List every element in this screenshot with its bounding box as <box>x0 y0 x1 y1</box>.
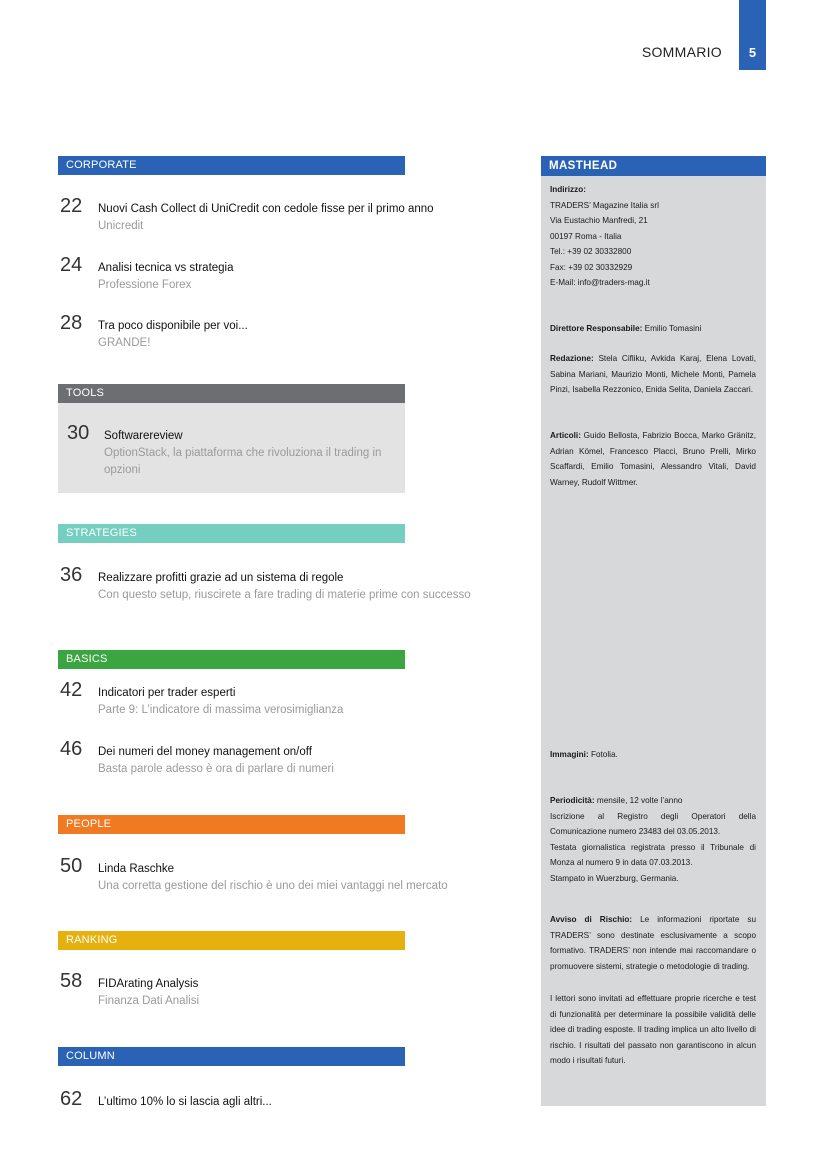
page-ref: 30 <box>67 422 90 444</box>
page-ref: 28 <box>60 312 83 334</box>
section-header-basics: BASICS <box>58 650 405 669</box>
section-header-tools: TOOLS <box>58 384 405 403</box>
risk-label: Avviso di Rischio: <box>550 915 633 924</box>
masthead-images <box>550 747 756 763</box>
address-line: TRADERS’ Magazine Italia srl <box>550 200 659 210</box>
page-ref: 58 <box>60 970 83 992</box>
editorial-value: Stela Cifliku, Avkida Karaj, Elena Lovati, Sabina Mariani, Maurizio Monti, Michele Monti, Pamela Pinzi, Isabella Rezzonico, Enida Selita, Daniela Zaccari. <box>550 354 756 394</box>
section-header-corporate: CORPORATE <box>58 156 405 175</box>
page-ref: 50 <box>60 855 83 877</box>
section-header-column: COLUMN <box>58 1047 405 1066</box>
page-number-tab <box>739 0 766 70</box>
registration-line: Iscrizione al Registro degli Operatori della Comunicazione numero 23483 del 03.05.2013. <box>550 811 756 836</box>
page-ref: 22 <box>60 195 83 217</box>
article-title: Dei numeri del money management on/off <box>98 746 312 758</box>
article-title: Nuovi Cash Collect di UniCredit con cedole fisse per il primo anno <box>98 203 434 215</box>
address-line: Tel.: +39 02 30332800 <box>550 247 632 256</box>
article-subtitle: Unicredit <box>98 220 144 232</box>
periodicity-label: Periodicità: <box>550 796 595 805</box>
director-value: Emilio Tomasini <box>644 324 702 333</box>
address-line: Via Eustachio Manfredi, 21 <box>550 216 648 225</box>
address-line: 00197 Roma - Italia <box>550 231 622 241</box>
article-subtitle-line2: opzioni <box>104 464 141 476</box>
masthead-editorial <box>550 351 756 398</box>
page-number: 5 <box>748 45 757 60</box>
section-header-people: PEOPLE <box>58 815 405 834</box>
address-email[interactable]: E-Mail: info@traders-mag.it <box>550 278 650 287</box>
article-title: Indicatori per trader esperti <box>98 687 236 699</box>
page-ref: 62 <box>60 1088 83 1110</box>
section-header-ranking: RANKING <box>58 931 405 950</box>
masthead-articles <box>550 428 756 490</box>
address-line: Fax: +39 02 30332929 <box>550 262 633 272</box>
masthead-periodicity <box>550 793 756 886</box>
images-label: Immagini: <box>550 750 589 759</box>
page-ref: 42 <box>60 679 83 701</box>
article-title: Softwarereview <box>104 430 183 442</box>
article-subtitle: Parte 9: L’indicatore di massima verosimiglianza <box>98 704 344 716</box>
article-subtitle: Basta parole adesso è ora di parlare di numeri <box>98 763 334 775</box>
article-subtitle: OptionStack, la piattaforma che rivoluziona il trading in <box>104 447 382 459</box>
article-subtitle: Finanza Dati Analisi <box>98 995 199 1007</box>
articles-label: Articoli: <box>550 431 581 440</box>
article-title: FIDArating Analysis <box>98 978 199 990</box>
masthead-risk-paragraph: I lettori sono invitati ad effettuare proprie ricerche e test di funzionalità per determinare la possibile validità delle idee di trading esposte. Il trading implica un alto livello di rischio. I risultati del passato non garantiscono in alcun modo i risultati futuri. <box>550 994 756 1065</box>
address-label: Indirizzo: <box>550 185 586 194</box>
article-title: L’ultimo 10% lo si lascia agli altri... <box>98 1096 272 1108</box>
article-title: Linda Raschke <box>98 863 175 875</box>
risk-value: Le informazioni riportate su TRADERS’ sono destinate esclusivamente a scopo formativo. TRADERS’ non intende mai raccomandare o promuovere sistemi, strategie o metodologie di trading. <box>550 915 757 971</box>
registration-line: Testata giornalistica registrata presso il Tribunale di Monza al numero 9 in data 07.03.2013. <box>550 842 756 867</box>
article-subtitle: Professione Forex <box>98 279 192 291</box>
articles-value: Guido Bellosta, Fabrizio Bocca, Marko Gränitz, Adrian Kömel, Francesco Placci, Bruno Prelli, Mirko Scaffardi, Emilio Tomasini, Alessandro Vitali, David Warney, Rudolf Wittmer. <box>550 431 757 487</box>
article-subtitle: GRANDE! <box>98 337 151 349</box>
masthead-director <box>550 321 756 337</box>
article-title: Realizzare profitti grazie ad un sistema di regole <box>98 572 344 584</box>
page-ref: 36 <box>60 564 83 586</box>
article-title: Tra poco disponibile per voi... <box>98 320 248 332</box>
periodicity-value: mensile, 12 volte l’anno <box>596 796 683 805</box>
images-value: Fotolia. <box>590 750 618 759</box>
director-label: Direttore Responsabile: <box>550 324 643 333</box>
page-ref: 46 <box>60 738 83 760</box>
masthead-address <box>550 182 756 291</box>
masthead-header: MASTHEAD <box>541 156 766 176</box>
page-ref: 24 <box>60 254 83 276</box>
printing-line: Stampato in Wuerzburg, Germania. <box>550 873 679 883</box>
page-section-title: SOMMARIO <box>641 44 722 60</box>
masthead-risk-notice <box>550 912 756 974</box>
editorial-label: Redazione: <box>550 354 594 363</box>
article-subtitle: Con questo setup, riuscirete a fare trading di materie prime con successo <box>98 589 471 601</box>
article-subtitle: Una corretta gestione del rischio è uno dei miei vantaggi nel mercato <box>98 880 448 892</box>
article-title: Analisi tecnica vs strategia <box>98 262 234 274</box>
section-header-strategies: STRATEGIES <box>58 524 405 543</box>
